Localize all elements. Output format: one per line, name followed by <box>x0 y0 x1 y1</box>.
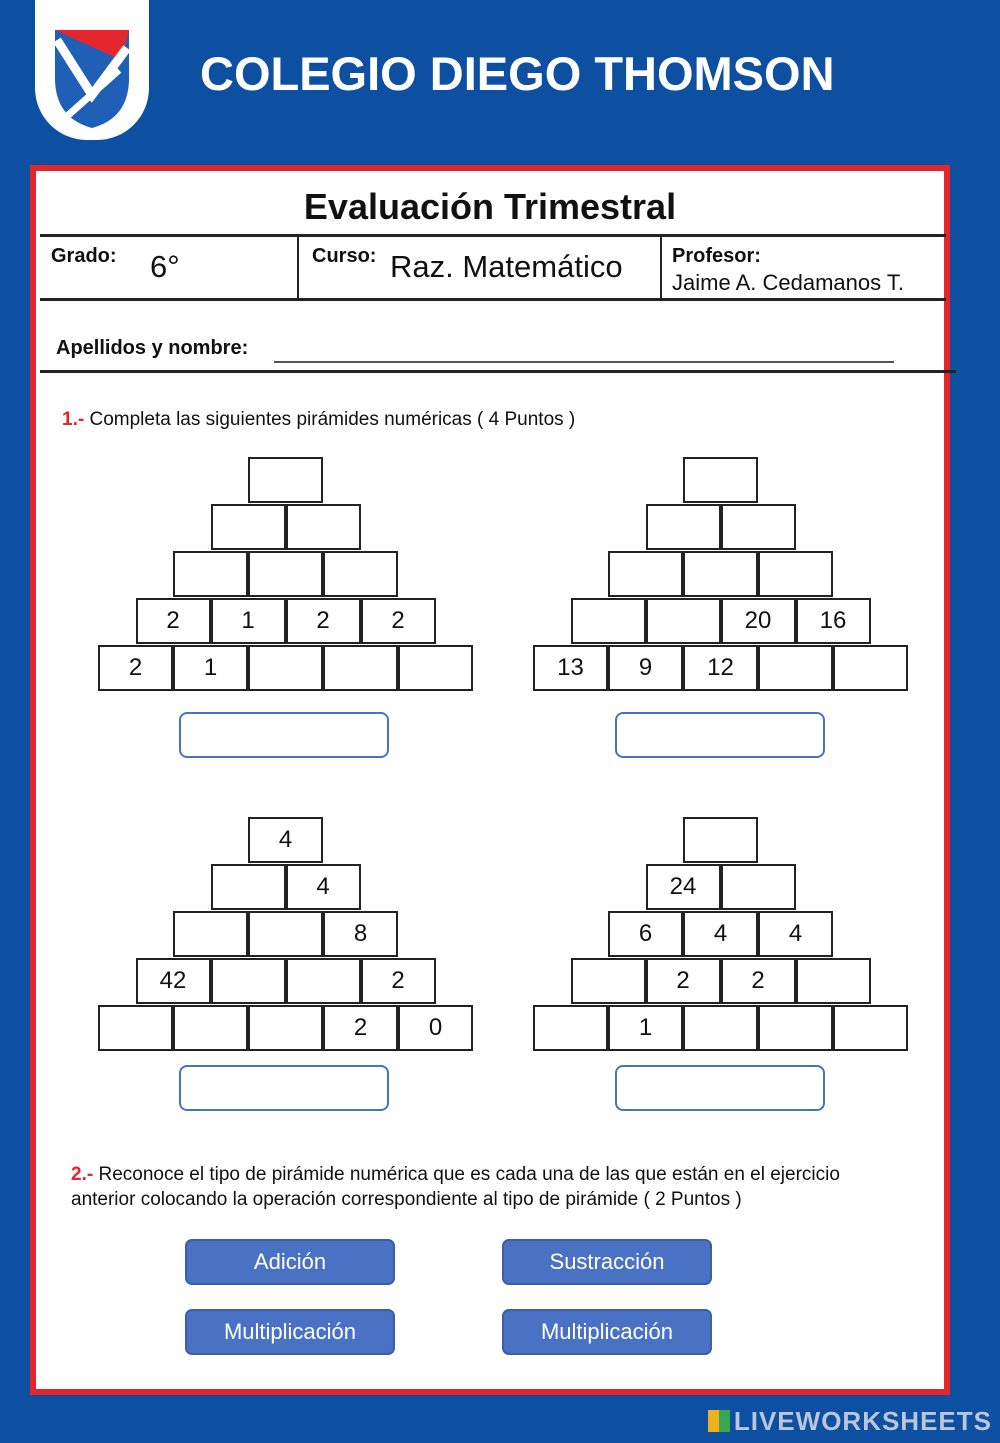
name-input-line[interactable] <box>274 361 894 363</box>
pyramid-2-cell: 9 <box>608 645 683 691</box>
profesor-value: Jaime A. Cedamanos T. <box>672 270 904 295</box>
pyramid-2-cell: 20 <box>721 598 796 644</box>
liveworksheets-icon <box>708 1410 730 1432</box>
pyramid-2-cell: 12 <box>683 645 758 691</box>
pyramid-2-cell[interactable] <box>721 504 796 550</box>
school-logo <box>35 0 149 140</box>
pyramid-2-cell[interactable] <box>646 504 721 550</box>
pyramid-1-cell[interactable] <box>398 645 473 691</box>
curso-label: Curso: <box>312 245 377 267</box>
pyramid-3-cell: 42 <box>136 958 211 1004</box>
pyramid-2-cell[interactable] <box>833 645 908 691</box>
pyramid-3-answer-box[interactable] <box>179 1065 389 1111</box>
pyramid-2-cell[interactable] <box>608 551 683 597</box>
operation-button-sustraccion[interactable]: Sustracción <box>502 1239 712 1285</box>
pyramid-1-cell: 2 <box>286 598 361 644</box>
pyramid-1-cell[interactable] <box>248 645 323 691</box>
divider <box>40 298 946 301</box>
pyramid-3-cell: 0 <box>398 1005 473 1051</box>
divider <box>40 370 956 373</box>
pyramid-2-cell[interactable] <box>646 598 721 644</box>
pyramid-2-cell[interactable] <box>758 551 833 597</box>
pyramid-3-cell[interactable] <box>211 864 286 910</box>
pyramid-4-cell[interactable] <box>683 1005 758 1051</box>
pyramid-3-cell[interactable] <box>98 1005 173 1051</box>
question-2 <box>71 1162 840 1212</box>
pyramid-4-cell: 6 <box>608 911 683 957</box>
profesor-label: Profesor: <box>672 245 761 267</box>
question-1-text: Completa las siguientes pirámides numéricas ( 4 Puntos ) <box>89 409 576 430</box>
pyramid-1-cell[interactable] <box>323 551 398 597</box>
exam-title: Evaluación Trimestral <box>303 186 677 227</box>
pyramid-4-cell[interactable] <box>796 958 871 1004</box>
name-label: Apellidos y nombre: <box>56 337 249 359</box>
pyramid-2-cell[interactable] <box>571 598 646 644</box>
pyramid-2-cell[interactable] <box>758 645 833 691</box>
operation-button-multiplicacion-1[interactable]: Multiplicación <box>185 1309 395 1355</box>
shield-logo-icon <box>35 0 149 140</box>
pyramid-3-cell: 2 <box>323 1005 398 1051</box>
question-2-number: 2.- <box>71 1164 94 1185</box>
grado-value: 6° <box>150 249 180 284</box>
pyramid-1-cell[interactable] <box>286 504 361 550</box>
pyramid-1-cell: 1 <box>211 598 286 644</box>
pyramid-1-cell[interactable] <box>248 551 323 597</box>
pyramid-1-cell: 2 <box>136 598 211 644</box>
watermark <box>708 1406 992 1437</box>
question-2-line-2: anterior colocando la operación correspondiente al tipo de pirámide ( 2 Puntos ) <box>71 1189 742 1210</box>
pyramid-4-cell[interactable] <box>533 1005 608 1051</box>
pyramid-3-cell: 4 <box>248 817 323 863</box>
pyramid-2-cell[interactable] <box>683 551 758 597</box>
pyramid-4-cell: 24 <box>646 864 721 910</box>
pyramid-4-cell: 4 <box>758 911 833 957</box>
pyramid-4-cell: 2 <box>646 958 721 1004</box>
pyramid-3-cell: 4 <box>286 864 361 910</box>
pyramid-4-cell: 2 <box>721 958 796 1004</box>
pyramid-2-cell: 16 <box>796 598 871 644</box>
grado-label: Grado: <box>51 245 117 267</box>
divider <box>297 236 299 298</box>
watermark-text: LIVEWORKSHEETS <box>733 1406 992 1436</box>
pyramid-1-cell[interactable] <box>173 551 248 597</box>
pyramid-2-answer-box[interactable] <box>615 712 825 758</box>
question-1 <box>62 407 575 432</box>
pyramid-4-cell[interactable] <box>571 958 646 1004</box>
school-name: COLEGIO DIEGO THOMSON <box>200 47 835 100</box>
pyramid-4-cell[interactable] <box>758 1005 833 1051</box>
pyramid-1-cell[interactable] <box>248 457 323 503</box>
pyramid-3-cell: 8 <box>323 911 398 957</box>
pyramid-2-cell: 13 <box>533 645 608 691</box>
pyramid-1-cell[interactable] <box>211 504 286 550</box>
pyramid-3-cell[interactable] <box>173 911 248 957</box>
pyramid-4-cell: 4 <box>683 911 758 957</box>
divider <box>40 234 946 237</box>
pyramid-4-cell[interactable] <box>683 817 758 863</box>
pyramid-4-cell: 1 <box>608 1005 683 1051</box>
pyramid-1-answer-box[interactable] <box>179 712 389 758</box>
question-2-line-1: Reconoce el tipo de pirámide numérica que es cada una de las que están en el ejercicio <box>98 1164 840 1185</box>
pyramid-1-cell: 2 <box>361 598 436 644</box>
pyramid-3-cell[interactable] <box>248 911 323 957</box>
question-1-number: 1.- <box>62 409 85 430</box>
pyramid-3-cell[interactable] <box>248 1005 323 1051</box>
pyramid-2-cell[interactable] <box>683 457 758 503</box>
pyramid-3-cell[interactable] <box>211 958 286 1004</box>
pyramid-1-cell: 1 <box>173 645 248 691</box>
curso-value: Raz. Matemático <box>390 249 623 284</box>
pyramid-1-cell: 2 <box>98 645 173 691</box>
pyramid-1-cell[interactable] <box>323 645 398 691</box>
worksheet <box>30 165 950 1395</box>
operation-button-multiplicacion-2[interactable]: Multiplicación <box>502 1309 712 1355</box>
pyramid-4-cell[interactable] <box>721 864 796 910</box>
pyramid-4-cell[interactable] <box>833 1005 908 1051</box>
pyramid-3-cell: 2 <box>361 958 436 1004</box>
pyramid-3-cell[interactable] <box>286 958 361 1004</box>
pyramid-3-cell[interactable] <box>173 1005 248 1051</box>
operation-button-adicion[interactable]: Adición <box>185 1239 395 1285</box>
divider <box>660 236 662 298</box>
pyramid-4-answer-box[interactable] <box>615 1065 825 1111</box>
